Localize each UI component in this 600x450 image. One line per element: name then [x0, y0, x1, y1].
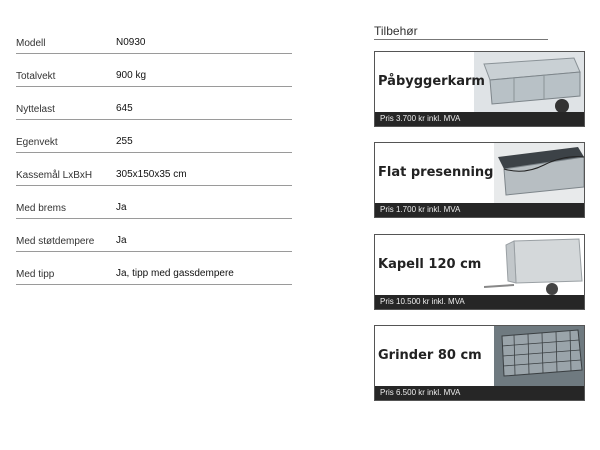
accessory-price: Pris 6.500 kr inkl. MVA	[375, 386, 584, 400]
spec-table	[16, 34, 292, 285]
spec-value: 900 kg	[116, 70, 147, 81]
accessory-price: Pris 3.700 kr inkl. MVA	[375, 112, 584, 126]
spec-value: Ja	[116, 202, 127, 213]
spec-value: 305x150x35 cm	[116, 169, 187, 180]
spec-row-stotdempere	[16, 219, 292, 252]
spec-row-tipp	[16, 252, 292, 285]
spec-label: Med tipp	[16, 269, 55, 280]
spec-label: Modell	[16, 38, 46, 49]
spec-value: N0930	[116, 37, 146, 48]
spec-value: 255	[116, 136, 133, 147]
spec-label: Totalvekt	[16, 71, 56, 82]
spec-value: Ja	[116, 235, 127, 246]
accessory-name: Påbyggerkarm	[378, 74, 485, 89]
spec-label: Med brems	[16, 203, 67, 214]
spec-value: Ja, tipp med gassdempere	[116, 268, 234, 279]
spec-label: Nyttelast	[16, 104, 55, 115]
spec-label: Egenvekt	[16, 137, 58, 148]
accessory-card-flat-presenning[interactable]	[374, 142, 585, 218]
spec-row-nyttelast	[16, 87, 292, 120]
spec-row-egenvekt	[16, 120, 292, 153]
accessory-name: Flat presenning	[378, 165, 494, 180]
trailer-frame-icon	[474, 52, 584, 114]
accessories-title: Tilbehør	[374, 24, 548, 40]
accessory-card-kapell[interactable]	[374, 234, 585, 310]
accessory-name: Kapell 120 cm	[378, 257, 482, 272]
spec-row-totalvekt	[16, 54, 292, 87]
spec-row-brems	[16, 186, 292, 219]
accessory-card-grinder[interactable]	[374, 325, 585, 401]
spec-label: Kassemål LxBxH	[16, 170, 93, 181]
accessory-price: Pris 1.700 kr inkl. MVA	[375, 203, 584, 217]
spec-row-kassemal	[16, 153, 292, 186]
trailer-canopy-icon	[484, 235, 584, 297]
accessory-price: Pris 10.500 kr inkl. MVA	[375, 295, 584, 309]
accessory-name: Grinder 80 cm	[378, 348, 482, 363]
spec-value: 645	[116, 103, 133, 114]
accessory-card-pabyggerkarm[interactable]	[374, 51, 585, 127]
spec-label: Med støtdempere	[16, 236, 95, 247]
spec-row-modell	[16, 34, 292, 54]
trailer-tarp-icon	[494, 143, 584, 205]
trailer-mesh-icon	[494, 326, 584, 388]
